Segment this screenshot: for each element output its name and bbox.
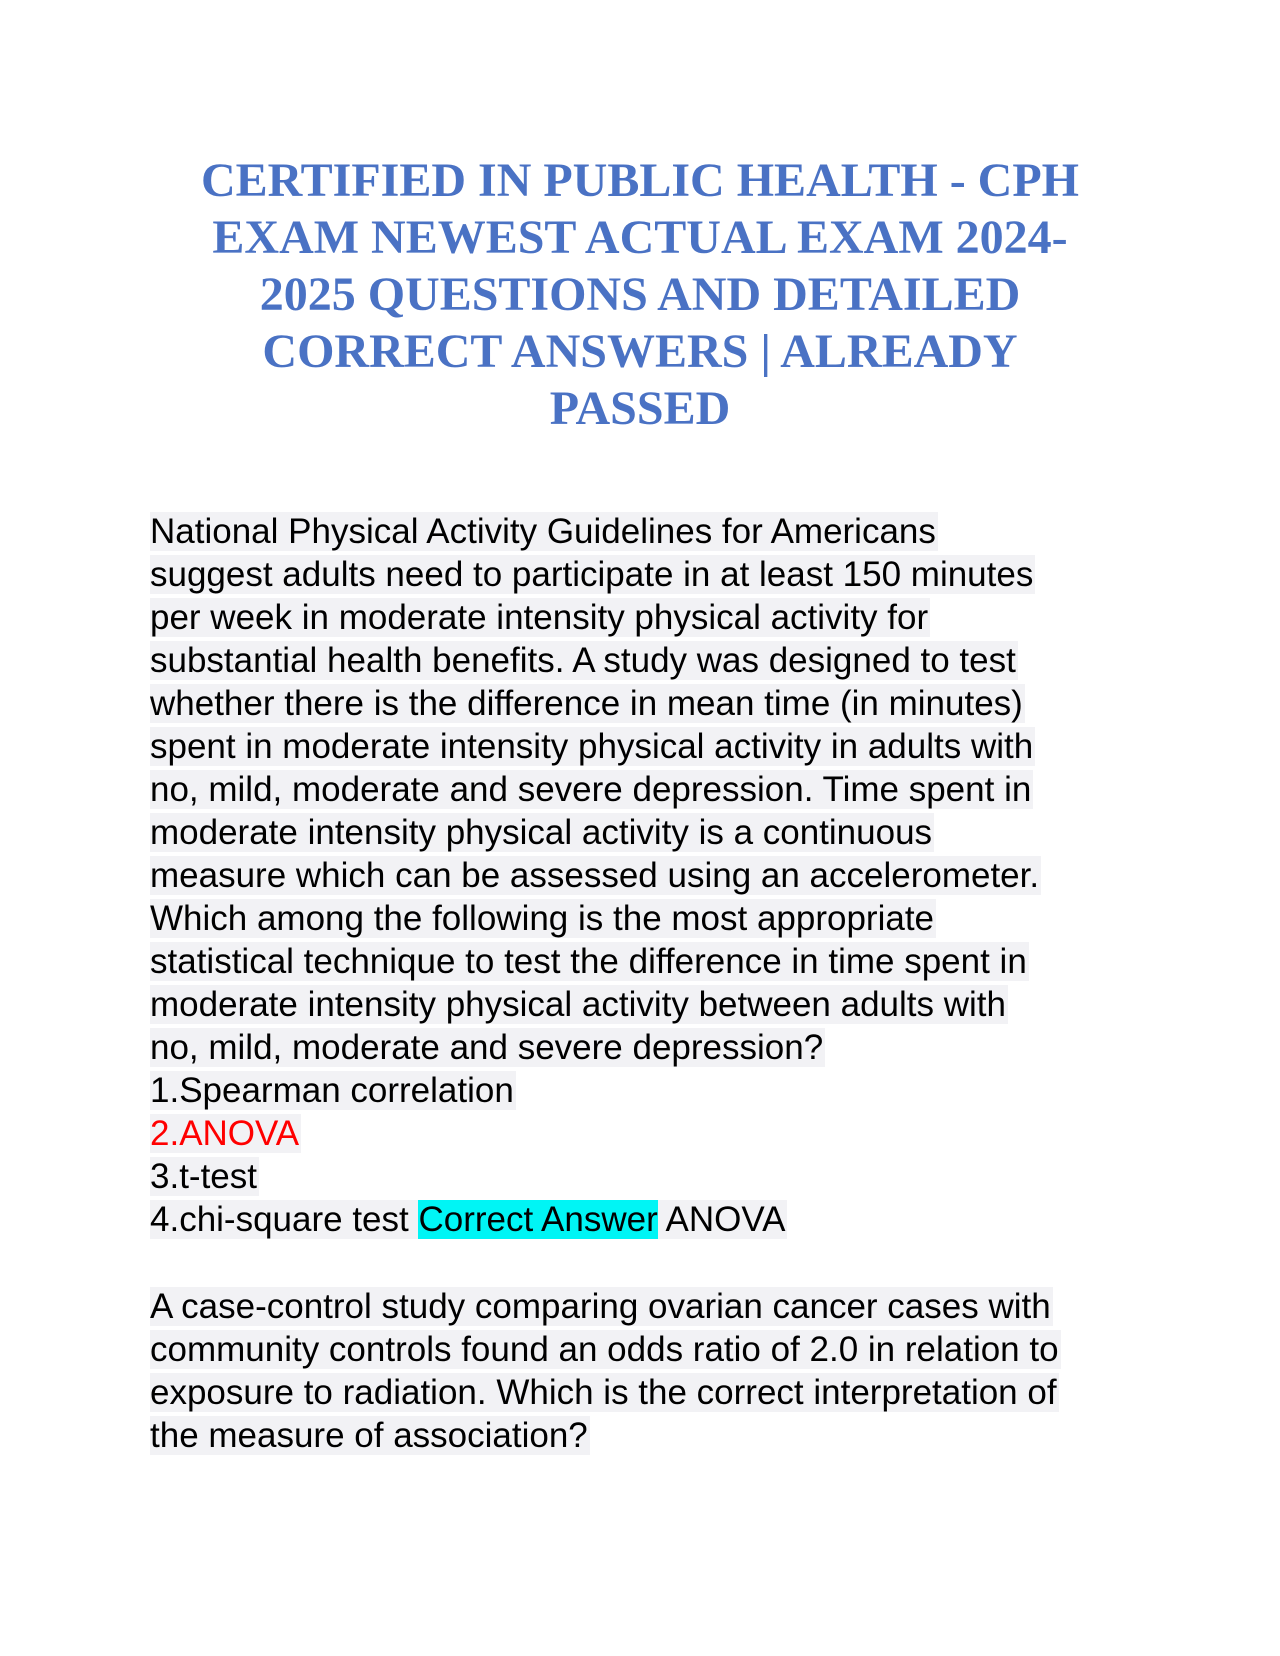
option-line xyxy=(150,1155,1150,1198)
correct-answer-label: Correct Answer xyxy=(418,1200,658,1239)
question-line xyxy=(150,510,1150,553)
question-text: the measure of association? xyxy=(150,1416,588,1455)
question-text: no, mild, moderate and severe depression? xyxy=(150,1028,824,1067)
correct-answer-value: ANOVA xyxy=(665,1200,786,1239)
question-text: whether there is the difference in mean time (in minutes) xyxy=(150,684,1023,723)
question-text: community controls found an odds ratio of 2.0 in relation to xyxy=(150,1330,1059,1369)
question-line xyxy=(150,768,1150,811)
question-line xyxy=(150,1328,1150,1371)
question-line xyxy=(150,553,1150,596)
question-text: Which among the following is the most appropriate xyxy=(150,899,935,938)
question-text: A case-control study comparing ovarian cancer cases with xyxy=(150,1287,1051,1326)
option-3: 3.t-test xyxy=(150,1157,257,1196)
question-line xyxy=(150,983,1150,1026)
question-line xyxy=(150,854,1150,897)
option-line xyxy=(150,1112,1150,1155)
question-line xyxy=(150,897,1150,940)
question-line xyxy=(150,1026,1150,1069)
question-line xyxy=(150,639,1150,682)
question-text: statistical technique to test the difference in time spent in xyxy=(150,942,1027,981)
document-title xyxy=(170,152,1110,437)
question-line xyxy=(150,811,1150,854)
question-line xyxy=(150,725,1150,768)
option-4: 4.chi-square test xyxy=(150,1200,409,1239)
option-line xyxy=(150,1198,1150,1241)
option-2-correct: 2.ANOVA xyxy=(150,1114,300,1153)
question-text: suggest adults need to participate in at least 150 minutes xyxy=(150,555,1034,594)
question-line xyxy=(150,1371,1150,1414)
question-text: no, mild, moderate and severe depression. Time spent in xyxy=(150,770,1032,809)
question-line xyxy=(150,1285,1150,1328)
question-text: spent in moderate intensity physical activity in adults with xyxy=(150,727,1034,766)
title-line: CERTIFIED IN PUBLIC HEALTH - CPH xyxy=(200,154,1079,207)
question-1 xyxy=(150,510,1150,1241)
question-line xyxy=(150,940,1150,983)
question-line xyxy=(150,682,1150,725)
question-text: National Physical Activity Guidelines for Americans xyxy=(150,512,936,551)
title-line: 2025 QUESTIONS AND DETAILED xyxy=(259,268,1021,321)
question-line xyxy=(150,596,1150,639)
title-line: EXAM NEWEST ACTUAL EXAM 2024- xyxy=(212,211,1068,264)
question-text: moderate intensity physical activity is a continuous xyxy=(150,813,933,852)
question-text: substantial health benefits. A study was designed to test xyxy=(150,641,1016,680)
question-text: exposure to radiation. Which is the correct interpretation of xyxy=(150,1373,1057,1412)
option-1: 1.Spearman correlation xyxy=(150,1071,514,1110)
question-text: per week in moderate intensity physical activity for xyxy=(150,598,929,637)
question-2 xyxy=(150,1285,1150,1457)
title-line: PASSED xyxy=(549,382,731,435)
question-text: measure which can be assessed using an accelerometer. xyxy=(150,856,1040,895)
question-line xyxy=(150,1414,1150,1457)
question-text: moderate intensity physical activity between adults with xyxy=(150,985,1006,1024)
option-line xyxy=(150,1069,1150,1112)
title-line: CORRECT ANSWERS | ALREADY xyxy=(262,325,1018,378)
